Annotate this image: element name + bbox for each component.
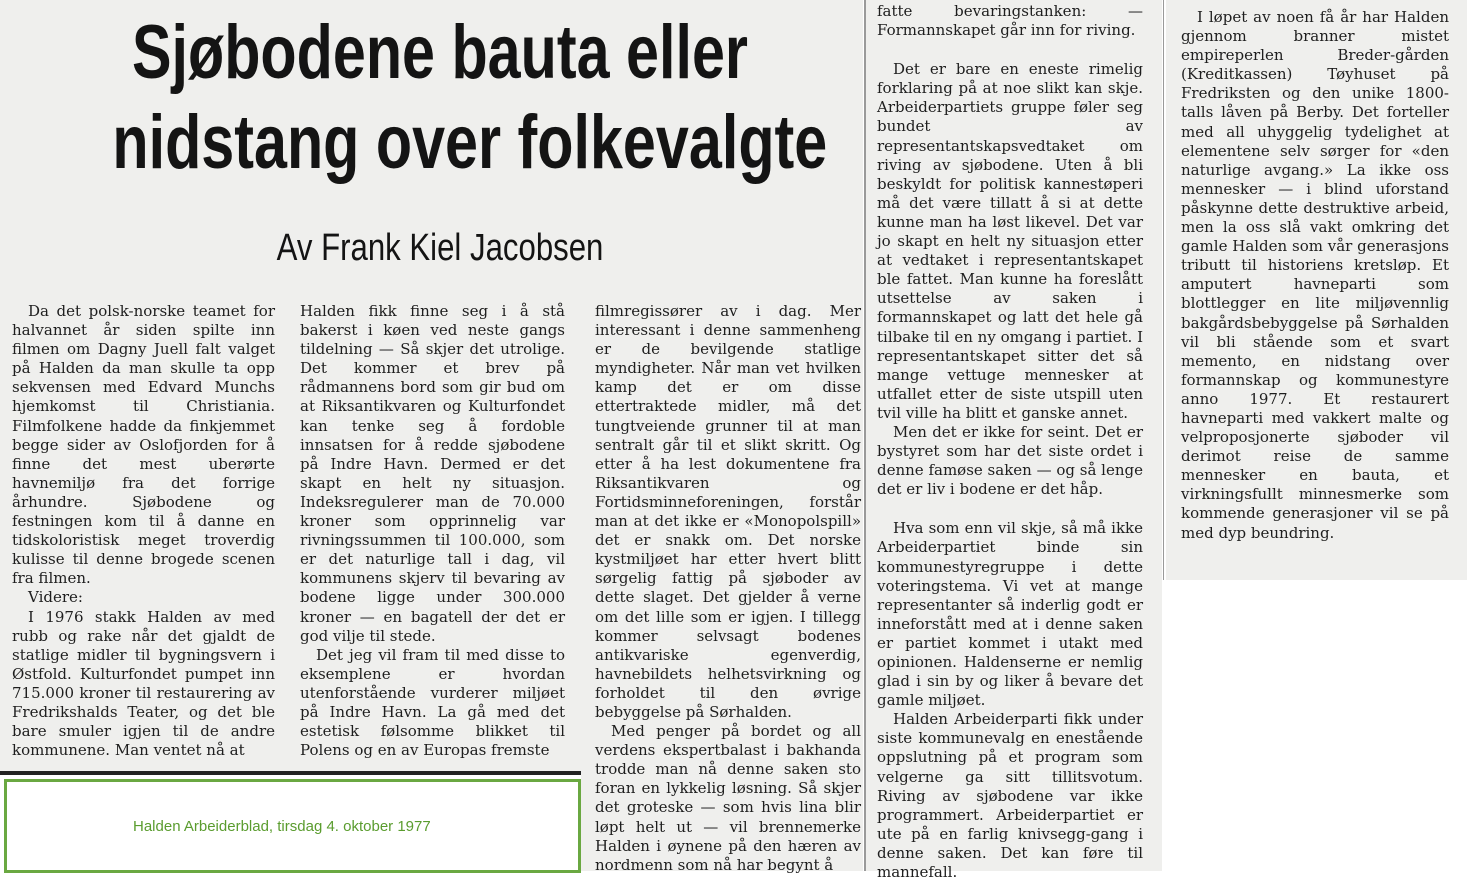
paragraph: I løpet av noen få år har Halden gjennom branner mistet empireperlen Breder-gården (Kreditkassen) Tøyhuset på Fredriksten og den unike 1800-talls låven på Berby. Det forteller med all uhyggelig tydelighet at elementene selv sørger for «den naturlige avgang.» La ikke oss mennesker — i blind uforstand påskynne dette destruktive arbeid, men la oss slå vakt omkring det gamle Halden som vår generasjons tributt til historiens kretsløp. Et amputert havneparti som blottlegger en lite miljøvennlig bakgårdsbebyggelse på Sørhalden vil bli stående som et svart memento, en nidstang over formannskap og kommunestyre anno 1977. Et restaurert havneparti med vakkert malte og velproposjonerte sjøboder vil derimot reise de samme mennesker en bauta, et virkningsfullt minnesmerke som kommende generasjoner vil se på med dyp beundring.: [1181, 8, 1449, 542]
paragraph: Men det er ikke for seint. Det er bystyret som har det siste ordet i denne famøse saken — og så lenge det er liv i bodene er det håp.: [877, 422, 1143, 499]
paragraph: Med penger på bordet og all verdens ekspertbalast i bakhanda trodde man nå denne saken sto foran en lykkelig løsning. Så skjer det groteske — som hvis lina blir løpt helt ut — vil brennemerke Halden i øynene på den hæren av nordmenn som nå har begynt å: [595, 722, 861, 874]
source-caption: Halden Arbeiderblad, tirsdag 4. oktober 1977: [133, 818, 431, 835]
paragraph: I 1976 stakk Halden av med rubb og rake når det gjaldt de statlige midler til bygningsvern i Østfold. Kulturfondet pumpet inn 715.000 kroner til restaurering av Fredrikshalds Teater, og det ble bare smuler igjen til de andre kommunene. Man ventet nå at: [12, 607, 275, 760]
paragraph: Halden fikk finne seg i å stå bakerst i køen ved neste gangs tildelning — Så skjer det utrolige. Det kommer et brev på rådmannens bord som gir bud om at Riksantikvaren og Kulturfondet kan tenke seg å fordoble innsatsen for å redde sjøbodene på Indre Havn. Dermed er det skapt en helt ny situasjon. Indeksregulerer man de 70.000 kroner som opprinnelig var rivningssummen til 100.000, som er det naturlige tall i dag, vil kommunens skjerv til bevaring av bodene ligge under 300.000 kroner — en bagatell der det er god vilje til stede.: [300, 302, 565, 645]
article-column-3: [595, 302, 861, 875]
column-divider: [864, 0, 866, 871]
paragraph: Videre:: [28, 588, 83, 607]
paragraph: fatte bevaringstanken: — Formannskapet går inn for riving.: [877, 2, 1143, 40]
article-column-4: [877, 2, 1143, 882]
article-column-1: [12, 302, 275, 760]
paragraph: Halden Arbeiderparti fikk under siste kommunevalg en enestående oppslutning på et program som velgerne ga sitt tillitsvotum. Riving av sjøbodene var ikke programmert. Arbeiderpartiet er ute på en farlig knivsegg-gang i denne saken. Det kan føre til mannefall.: [877, 710, 1143, 882]
article-byline: Av Frank Kiel Jacobsen: [276, 227, 604, 269]
paragraph: Hva som enn vil skje, så må ikke Arbeiderpartiet binde sin kommunestyregruppe i dette voteringstema. Vi vet at mange representanter så inderlig godt er inneforstått med at i denne saken er partiet kommet i utakt med opinionen. Haldenserne er nemlig glad i sin by og liker å bevare det gamle miljøet.: [877, 519, 1143, 710]
paragraph: Det er bare en eneste rimelig forklaring på at noe slikt kan skje. Arbeiderpartiets gruppe føler seg bundet av representantskapsvedtaket om riving av sjøbodene. Uten å bli beskyldt for politisk kannestøperi må det være tillatt å si at dette kunne man ha løst likevel. Det var jo skapt en helt ny situasjon etter at vedtaket i representantskapet ble fattet. Man kunne ha foreslått utsettelse av saken i formannskapet og latt det hele gå tilbake til en ny omgang i partiet. I representantskapet sitter det så mange vettuge mennesker at utfallet etter de siste utspill uten tvil ville ha blitt et ganske annet.: [877, 60, 1143, 422]
article-column-5: [1181, 8, 1449, 543]
article-headline: [112, 8, 828, 188]
paragraph: Det jeg vil fram til med disse to eksemplene er hvordan utenforstående vurderer miljøet på Indre Havn. La gå med det estetisk følsomme blikket til Polens og en av Europas fremste: [300, 645, 565, 760]
headline-line-1: Sjøbodene bauta eller: [131, 10, 748, 95]
headline-line-2: nidstang over folkevalgte: [112, 100, 828, 185]
column-divider: [1163, 0, 1164, 580]
article-column-2: [300, 302, 565, 760]
source-caption-box: [4, 779, 581, 873]
paragraph: filmregissører av i dag. Mer interessant i denne sammenheng er de bevilgende statlige myndigheter. Når man vet hvilken kamp det er om disse ettertraktede midler, må det tungtveiende grunner til at man sentralt går til et slikt skritt. Og etter å ha lest dokumentene fra Riksantikvaren og Fortidsminneforeningen, forstår man at det ikke er «Monopolspill» det er snakk om. Det norske kystmiljøet har etter hvert blitt sørgelig fattig på sjøboder av dette slaget. Det gjelder å verne om det lille som er igjen. I tillegg kommer selvsagt bodenes antikvariske egenverdig, havnebildets helhetsvirkning og forholdet til den øvrige bebyggelse på Sørhalden.: [595, 302, 861, 721]
paragraph: Da det polsk-norske teamet for halvannet år siden spilte inn filmen om Dagny Juell falt valget på Halden da man skulle ta opp sekvensen med Edvard Munchs hjemkomst til Christiania. Filmfolkene hadde da finkjemmet begge sider av Oslofjorden for å finne det mest uberørte havnemiljø fra det forrige århundre. Sjøbodene og festningen kom til å danne en tidskoloristisk meget troverdig kulisse til denne brogede scenen fra filmen.: [12, 302, 275, 588]
clipping-bottom-edge: [0, 771, 581, 775]
